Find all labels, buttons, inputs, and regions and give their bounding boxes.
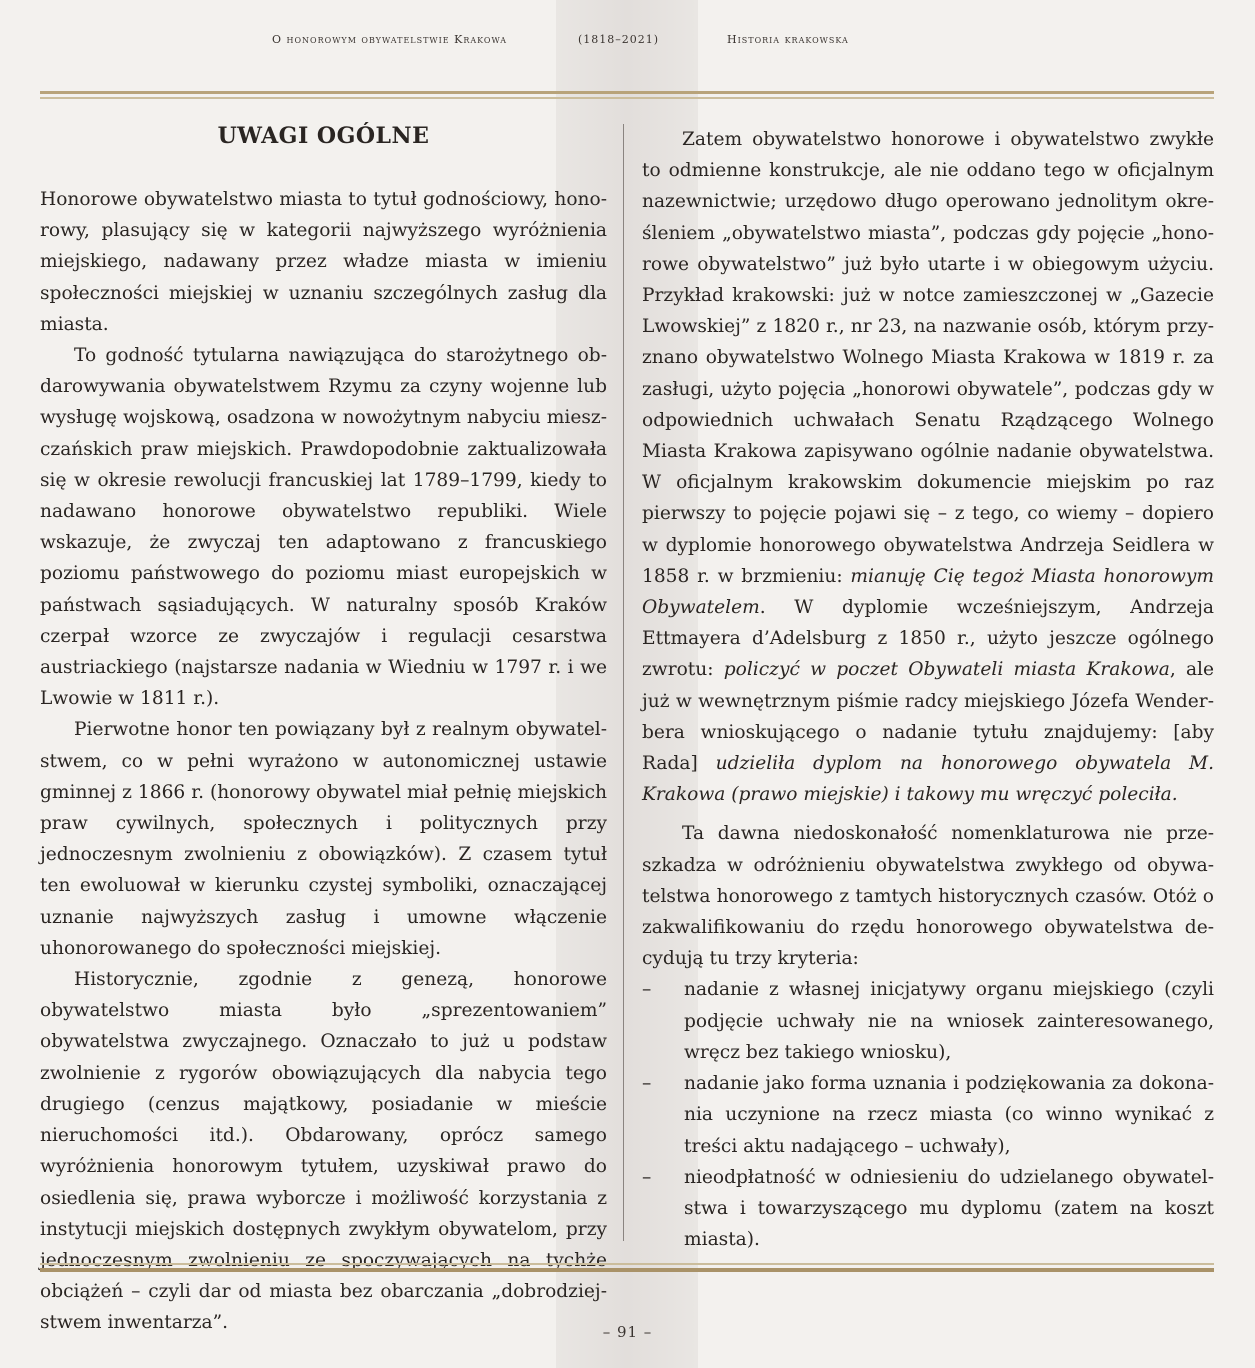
- bottom-rule: [40, 1263, 1214, 1272]
- list-item-text: nadanie z własnej inicjatywy organu miejskiego (czyli podjęcie uchwały nie na wniosek zainteresowanego, wręcz bez takiego wniosku),: [684, 979, 1214, 1063]
- quotation: udzieliła dyplom na honorowego obywatela M. Krakowa (prawo miejskie) i takowy mu wręczyć poleciła.: [642, 753, 1215, 806]
- criteria-list: [642, 974, 1214, 1255]
- dash-bullet: –: [642, 979, 652, 1001]
- dash-bullet: –: [642, 1166, 652, 1188]
- paragraph-text: . W dyplomie wcześniejszym, Andrzeja Ettmayera d’Adelsburg z 1850 r., użyto jeszcze ogólnego zwrotu:: [642, 597, 1214, 681]
- top-rule: [40, 91, 1214, 99]
- column-divider: [623, 124, 624, 1241]
- left-column: [40, 120, 607, 1339]
- quotation: policzyć w poczet Obywateli miasta Krakowa: [723, 659, 1170, 681]
- paragraph: [642, 124, 1214, 810]
- dash-bullet: –: [642, 1073, 652, 1095]
- list-item: [642, 974, 1214, 1068]
- paragraph-text: , ale już w wewnętrznym piśmie radcy miejskiego Józefa Wenderbera wnioskującego o nadanie tytułu znajdujemy: [aby Rada]: [642, 659, 1215, 775]
- paragraph: Historycznie, zgodnie z genezą, honorowe obywatelstwo miasta było „sprezentowaniem” obywatelstwa zwyczajnego. Oznaczało to już u podstaw zwolnienie z rygorów obowiązujących dla nabycia tego drugiego (cenzus majątkowy, posiadanie w mieście nieruchomości itd.). Obdarowany, oprócz samego wyróżnienia honorowym tytułem, uzyskiwał prawo do osiedlenia się, prawa wyborcze i możliwość korzystania z instytucji miejskich dostępnych zwykłym obywatelom, przy jednoczesnym zwolnieniu ze spoczywających na tychże obciążeń – czyli dar od miasta bez obarczania „dobrodziejstwem inwentarza”.: [40, 969, 607, 1334]
- quotation: mianuję Cię tegoż Miasta honorowym Obywatelem: [642, 565, 1214, 619]
- list-item: [642, 1068, 1214, 1162]
- running-head-center: (1818–2021): [578, 33, 660, 46]
- list-item-text: nadanie jako forma uznania i podziękowania za dokonania uczynione na rzecz miasta (co winno wynikać z treści aktu nadającego – uchwały),: [684, 1073, 1214, 1157]
- paragraph: Pierwotne honor ten powiązany był z realnym obywatelstwem, co w pełni wyrażono w autonomicznej ustawie gminnej z 1866 r. (honorowy obywatel miał pełnię miejskich praw cywilnych, społecznych i politycznych przy jednoczesnym zwolnieniu z obowiązków). Z czasem tytuł ten ewoluował w kierunku czystej symboliki, oznaczającej uznanie najwyższych zasług i umowne włączenie uhonorowanego do społeczności miejskiej.: [40, 719, 607, 959]
- running-head-left: O honorowym obywatelstwie Krakowa: [272, 33, 508, 46]
- paragraph: Honorowe obywatelstwo miasta to tytuł godnościowy, honorowy, plasujący się w kategorii najwyższego wyróżnienia miejskiego, nadawany przez władze miasta w imieniu społeczności miejskiej w uznaniu szczególnych zasług dla miasta.: [40, 189, 607, 335]
- paragraph-text: Zatem obywatelstwo honorowe i obywatelstwo zwykłe to odmienne konstrukcje, ale nie oddano tego w oficjalnym nazewnictwie; urzędowo długo operowano jednolitym określeniem „obywatelstwo miasta”, podczas gdy pojęcie „honorowe obywatelstwo” już było utarte i w obiegowym użyciu. Przykład krakowski: już w notce zamieszczonej w „Gazecie Lwowskiej” z 1820 r., nr 23, na nazwanie osób, którym przyznano obywatelstwo Wolnego Miasta Krakowa w 1819 r. za zasługi, użyto pojęcia „honorowi obywatele”, podczas gdy w odpowiednich uchwałach Senatu Rządzącego Wolnego Miasta Krakowa zapisywano ogólnie nadanie obywatelstwa. W oficjalnym krakowskim dokumencie miejskim po raz pierwszy to pojęcie pojawi się – z tego, co wiemy – dopiero w dyplomie honorowego obywatelstwa Andrzeja Seidlera w 1858 r. w brzmieniu:: [642, 129, 1214, 587]
- list-item: [642, 1162, 1214, 1256]
- list-item-text: nieodpłatność w odniesieniu do udzielanego obywatelstwa i towarzyszącego mu dyplomu (zatem na koszt miasta).: [684, 1166, 1214, 1251]
- section-heading: UWAGI OGÓLNE: [217, 123, 430, 149]
- page-number: – 91 –: [602, 1323, 653, 1341]
- paragraph: Ta dawna niedoskonałość nomenklaturowa nie przeszkadza w odróżnieniu obywatelstwa zwykłego od obywatelstwa honorowego z tamtych historycznych czasów. Otóż o zakwalifikowaniu do rzędu honorowego obywatelstwa decydują tu trzy kryteria:: [642, 823, 1214, 970]
- right-column: [642, 124, 1214, 1255]
- running-head-right: Historia krakowska: [727, 33, 849, 46]
- paragraph: To godność tytularna nawiązująca do starożytnego obdarowywania obywatelstwem Rzymu za czyny wojenne lub wysługę wojskową, osadzona w nowożytnym nabyciu mieszczańskich praw miejskich. Prawdopodobnie zaktualizowała się w okresie rewolucji francuskiej lat 1789–1799, kiedy to nadawano honorowe obywatelstwo republiki. Wiele wskazuje, że zwyczaj ten adaptowano z francuskiego poziomu państwowego do poziomu miast europejskich w państwach sąsiadujących. W naturalny sposób Kraków czerpał wzorce ze zwyczajów i regulacji cesarstwa austriackiego (najstarsze nadania w Wiedniu w 1797 r. i we Lwowie w 1811 r.).: [40, 345, 607, 710]
